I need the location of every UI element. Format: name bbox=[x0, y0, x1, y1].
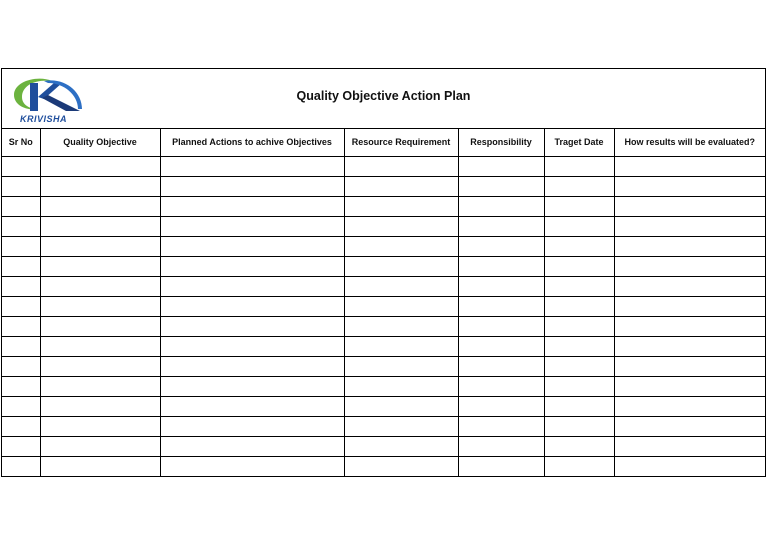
logo-text: KRIVISHA bbox=[20, 114, 68, 124]
table-cell[interactable] bbox=[544, 416, 614, 436]
table-cell[interactable] bbox=[544, 456, 614, 476]
table-cell[interactable] bbox=[40, 276, 160, 296]
table-cell[interactable] bbox=[614, 156, 765, 176]
table-cell[interactable] bbox=[344, 456, 458, 476]
table-cell[interactable] bbox=[2, 216, 40, 236]
table-cell[interactable] bbox=[544, 276, 614, 296]
column-header: Planned Actions to achive Objectives bbox=[160, 129, 344, 156]
table-cell[interactable] bbox=[544, 256, 614, 276]
table-cell[interactable] bbox=[544, 356, 614, 376]
table-cell[interactable] bbox=[2, 196, 40, 216]
table-cell[interactable] bbox=[40, 216, 160, 236]
table-cell[interactable] bbox=[160, 256, 344, 276]
column-header: Traget Date bbox=[544, 129, 614, 156]
table-cell[interactable] bbox=[2, 436, 40, 456]
table-cell[interactable] bbox=[614, 296, 765, 316]
table-row bbox=[2, 236, 765, 256]
table-cell[interactable] bbox=[40, 316, 160, 336]
table-cell[interactable] bbox=[458, 176, 544, 196]
table-cell[interactable] bbox=[544, 436, 614, 456]
table-cell[interactable] bbox=[40, 256, 160, 276]
table-cell[interactable] bbox=[160, 316, 344, 336]
table-cell[interactable] bbox=[2, 316, 40, 336]
table-cell[interactable] bbox=[40, 436, 160, 456]
table-cell[interactable] bbox=[458, 396, 544, 416]
table-cell[interactable] bbox=[614, 256, 765, 276]
table-cell[interactable] bbox=[614, 216, 765, 236]
table-cell[interactable] bbox=[614, 456, 765, 476]
table-body bbox=[2, 156, 765, 476]
table-cell[interactable] bbox=[2, 236, 40, 256]
table-row bbox=[2, 276, 765, 296]
table-cell[interactable] bbox=[160, 356, 344, 376]
table-cell[interactable] bbox=[614, 336, 765, 356]
table-cell[interactable] bbox=[2, 176, 40, 196]
table-cell[interactable] bbox=[544, 396, 614, 416]
table-cell[interactable] bbox=[344, 236, 458, 256]
table-cell[interactable] bbox=[544, 316, 614, 336]
table-cell[interactable] bbox=[544, 216, 614, 236]
table-cell[interactable] bbox=[344, 396, 458, 416]
table-cell[interactable] bbox=[160, 336, 344, 356]
table-cell[interactable] bbox=[160, 176, 344, 196]
table-row bbox=[2, 456, 765, 476]
table-cell[interactable] bbox=[40, 376, 160, 396]
table-cell[interactable] bbox=[344, 416, 458, 436]
table-cell[interactable] bbox=[160, 196, 344, 216]
column-header: Sr No bbox=[2, 129, 40, 156]
table-cell[interactable] bbox=[2, 296, 40, 316]
table-cell[interactable] bbox=[614, 276, 765, 296]
table-cell[interactable] bbox=[344, 436, 458, 456]
table-cell[interactable] bbox=[344, 316, 458, 336]
title-row bbox=[2, 69, 765, 129]
document-title: Quality Objective Action Plan bbox=[296, 89, 471, 103]
table-cell[interactable] bbox=[2, 156, 40, 176]
table-cell[interactable] bbox=[160, 296, 344, 316]
action-plan-table bbox=[2, 129, 765, 476]
table-cell[interactable] bbox=[40, 176, 160, 196]
table-cell[interactable] bbox=[458, 196, 544, 216]
table-cell[interactable] bbox=[458, 376, 544, 396]
table-cell[interactable] bbox=[344, 156, 458, 176]
table-cell[interactable] bbox=[614, 416, 765, 436]
table-cell[interactable] bbox=[458, 456, 544, 476]
table-cell[interactable] bbox=[344, 296, 458, 316]
table-cell[interactable] bbox=[458, 436, 544, 456]
table-cell[interactable] bbox=[40, 336, 160, 356]
table-row bbox=[2, 216, 765, 236]
table-cell[interactable] bbox=[2, 456, 40, 476]
table-cell[interactable] bbox=[458, 256, 544, 276]
table-cell[interactable] bbox=[544, 376, 614, 396]
table-header-row bbox=[2, 129, 765, 156]
table-cell[interactable] bbox=[458, 236, 544, 256]
table-cell[interactable] bbox=[344, 336, 458, 356]
table-row bbox=[2, 196, 765, 216]
table-row bbox=[2, 336, 765, 356]
column-header: Responsibility bbox=[458, 129, 544, 156]
table-cell[interactable] bbox=[40, 356, 160, 376]
table-cell[interactable] bbox=[40, 156, 160, 176]
table-row bbox=[2, 176, 765, 196]
table-cell[interactable] bbox=[614, 396, 765, 416]
table-cell[interactable] bbox=[458, 276, 544, 296]
table-cell[interactable] bbox=[344, 176, 458, 196]
column-header: Resource Requirement bbox=[344, 129, 458, 156]
column-header: How results will be evaluated? bbox=[614, 129, 765, 156]
table-row bbox=[2, 316, 765, 336]
table-cell[interactable] bbox=[614, 436, 765, 456]
table-row bbox=[2, 156, 765, 176]
table-cell[interactable] bbox=[344, 256, 458, 276]
table-cell[interactable] bbox=[458, 296, 544, 316]
table-cell[interactable] bbox=[2, 376, 40, 396]
table-cell[interactable] bbox=[40, 196, 160, 216]
table-cell[interactable] bbox=[160, 376, 344, 396]
table-cell[interactable] bbox=[160, 416, 344, 436]
column-header: Quality Objective bbox=[40, 129, 160, 156]
table-row bbox=[2, 256, 765, 276]
table-row bbox=[2, 376, 765, 396]
table-cell[interactable] bbox=[344, 196, 458, 216]
table-cell[interactable] bbox=[458, 156, 544, 176]
table-cell[interactable] bbox=[544, 296, 614, 316]
table-cell[interactable] bbox=[614, 236, 765, 256]
table-cell[interactable] bbox=[160, 236, 344, 256]
table-row bbox=[2, 436, 765, 456]
table-row bbox=[2, 416, 765, 436]
table-cell[interactable] bbox=[458, 336, 544, 356]
table-cell[interactable] bbox=[614, 196, 765, 216]
table-row bbox=[2, 356, 765, 376]
table-cell[interactable] bbox=[40, 456, 160, 476]
table-cell[interactable] bbox=[544, 236, 614, 256]
table-cell[interactable] bbox=[344, 376, 458, 396]
table-cell[interactable] bbox=[160, 276, 344, 296]
table-cell[interactable] bbox=[2, 416, 40, 436]
table-cell[interactable] bbox=[2, 336, 40, 356]
table-cell[interactable] bbox=[458, 316, 544, 336]
table-cell[interactable] bbox=[344, 276, 458, 296]
table-cell[interactable] bbox=[40, 296, 160, 316]
table-cell[interactable] bbox=[160, 156, 344, 176]
table-cell[interactable] bbox=[544, 176, 614, 196]
table-cell[interactable] bbox=[458, 416, 544, 436]
table-cell[interactable] bbox=[614, 176, 765, 196]
table-cell[interactable] bbox=[40, 396, 160, 416]
table-cell[interactable] bbox=[344, 216, 458, 236]
table-cell[interactable] bbox=[544, 336, 614, 356]
table-cell[interactable] bbox=[2, 356, 40, 376]
table-cell[interactable] bbox=[458, 356, 544, 376]
table-cell[interactable] bbox=[614, 356, 765, 376]
table-cell[interactable] bbox=[160, 216, 344, 236]
table-cell[interactable] bbox=[160, 456, 344, 476]
table-cell[interactable] bbox=[40, 236, 160, 256]
table-cell[interactable] bbox=[40, 416, 160, 436]
table-cell[interactable] bbox=[2, 256, 40, 276]
table-cell[interactable] bbox=[544, 196, 614, 216]
table-cell[interactable] bbox=[614, 316, 765, 336]
table-cell[interactable] bbox=[160, 396, 344, 416]
action-plan-sheet bbox=[1, 68, 766, 477]
table-row bbox=[2, 396, 765, 416]
table-cell[interactable] bbox=[614, 376, 765, 396]
table-cell[interactable] bbox=[544, 156, 614, 176]
table-row bbox=[2, 296, 765, 316]
table-cell[interactable] bbox=[2, 276, 40, 296]
table-cell[interactable] bbox=[2, 396, 40, 416]
table-cell[interactable] bbox=[458, 216, 544, 236]
table-cell[interactable] bbox=[160, 436, 344, 456]
table-cell[interactable] bbox=[344, 356, 458, 376]
